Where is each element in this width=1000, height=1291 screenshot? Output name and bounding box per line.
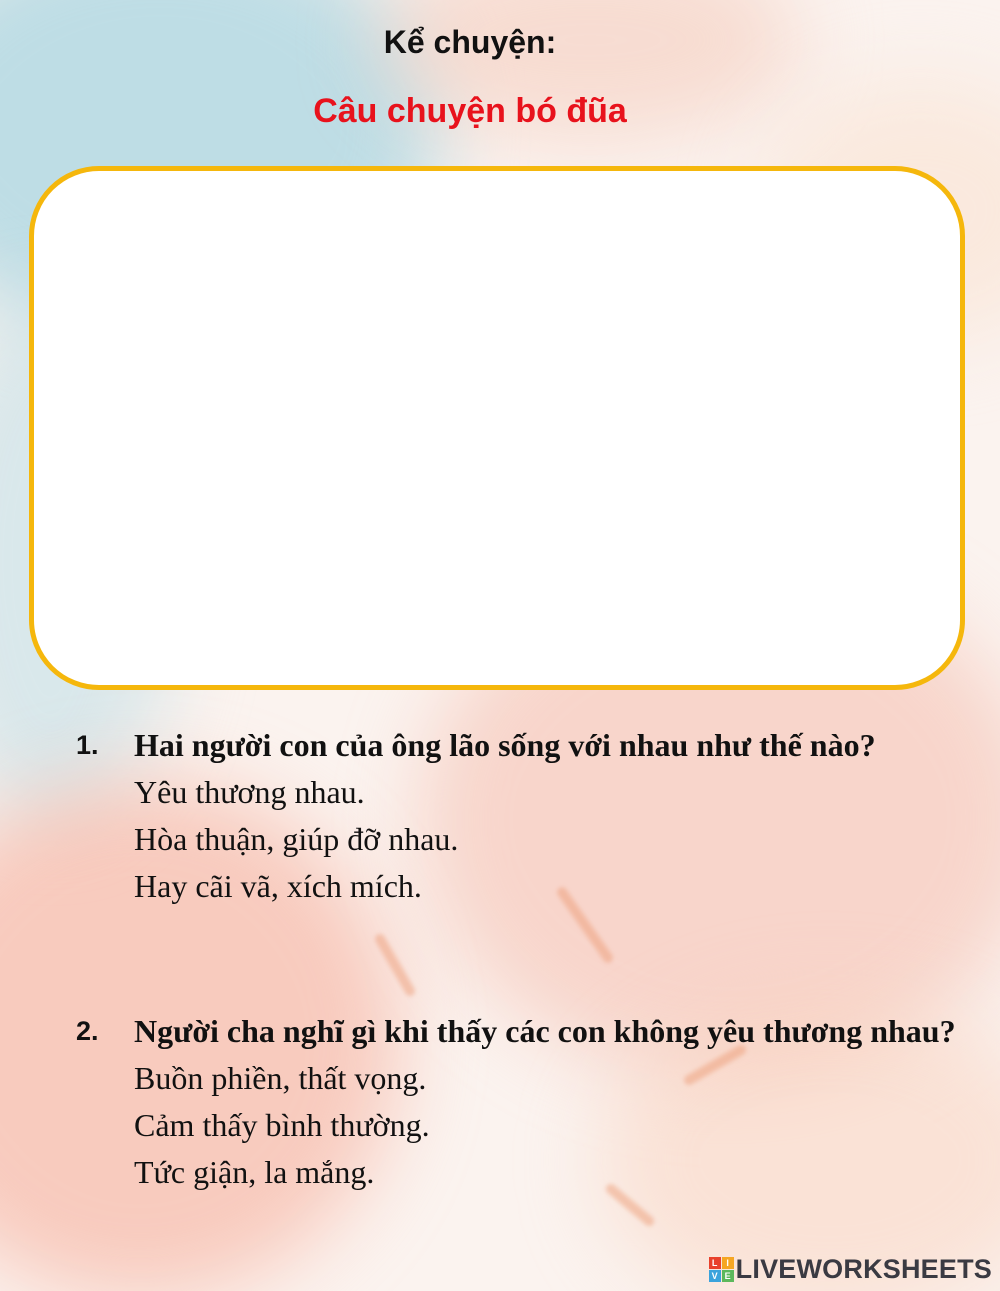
watermark-text: LIVEWORKSHEETS bbox=[735, 1254, 992, 1284]
answer-option[interactable]: Cảm thấy bình thường. bbox=[134, 1107, 430, 1143]
question-2 bbox=[76, 1008, 966, 1196]
question-text: Hai người con của ông lão sống với nhau như thế nào? bbox=[134, 727, 876, 763]
answer-option[interactable]: Yêu thương nhau. bbox=[134, 774, 365, 810]
answer-option[interactable]: Hòa thuận, giúp đỡ nhau. bbox=[134, 821, 459, 857]
page-title: Kể chuyện: bbox=[383, 24, 557, 60]
answer-option[interactable]: Hay cãi vã, xích mích. bbox=[134, 868, 422, 904]
liveworksheets-watermark bbox=[709, 1254, 992, 1285]
liveworksheets-logo-icon: L I V E bbox=[709, 1257, 734, 1282]
question-1 bbox=[76, 722, 966, 910]
question-text: Người cha nghĩ gì khi thấy các con không yêu thương nhau? bbox=[134, 1013, 956, 1049]
story-title: Câu chuyện bó đũa bbox=[313, 92, 627, 130]
answer-option[interactable]: Buồn phiền, thất vọng. bbox=[134, 1060, 427, 1096]
answer-option[interactable]: Tức giận, la mắng. bbox=[134, 1154, 375, 1190]
story-image-frame bbox=[29, 166, 965, 690]
question-number: 1. bbox=[76, 730, 99, 760]
question-number: 2. bbox=[76, 1016, 99, 1046]
